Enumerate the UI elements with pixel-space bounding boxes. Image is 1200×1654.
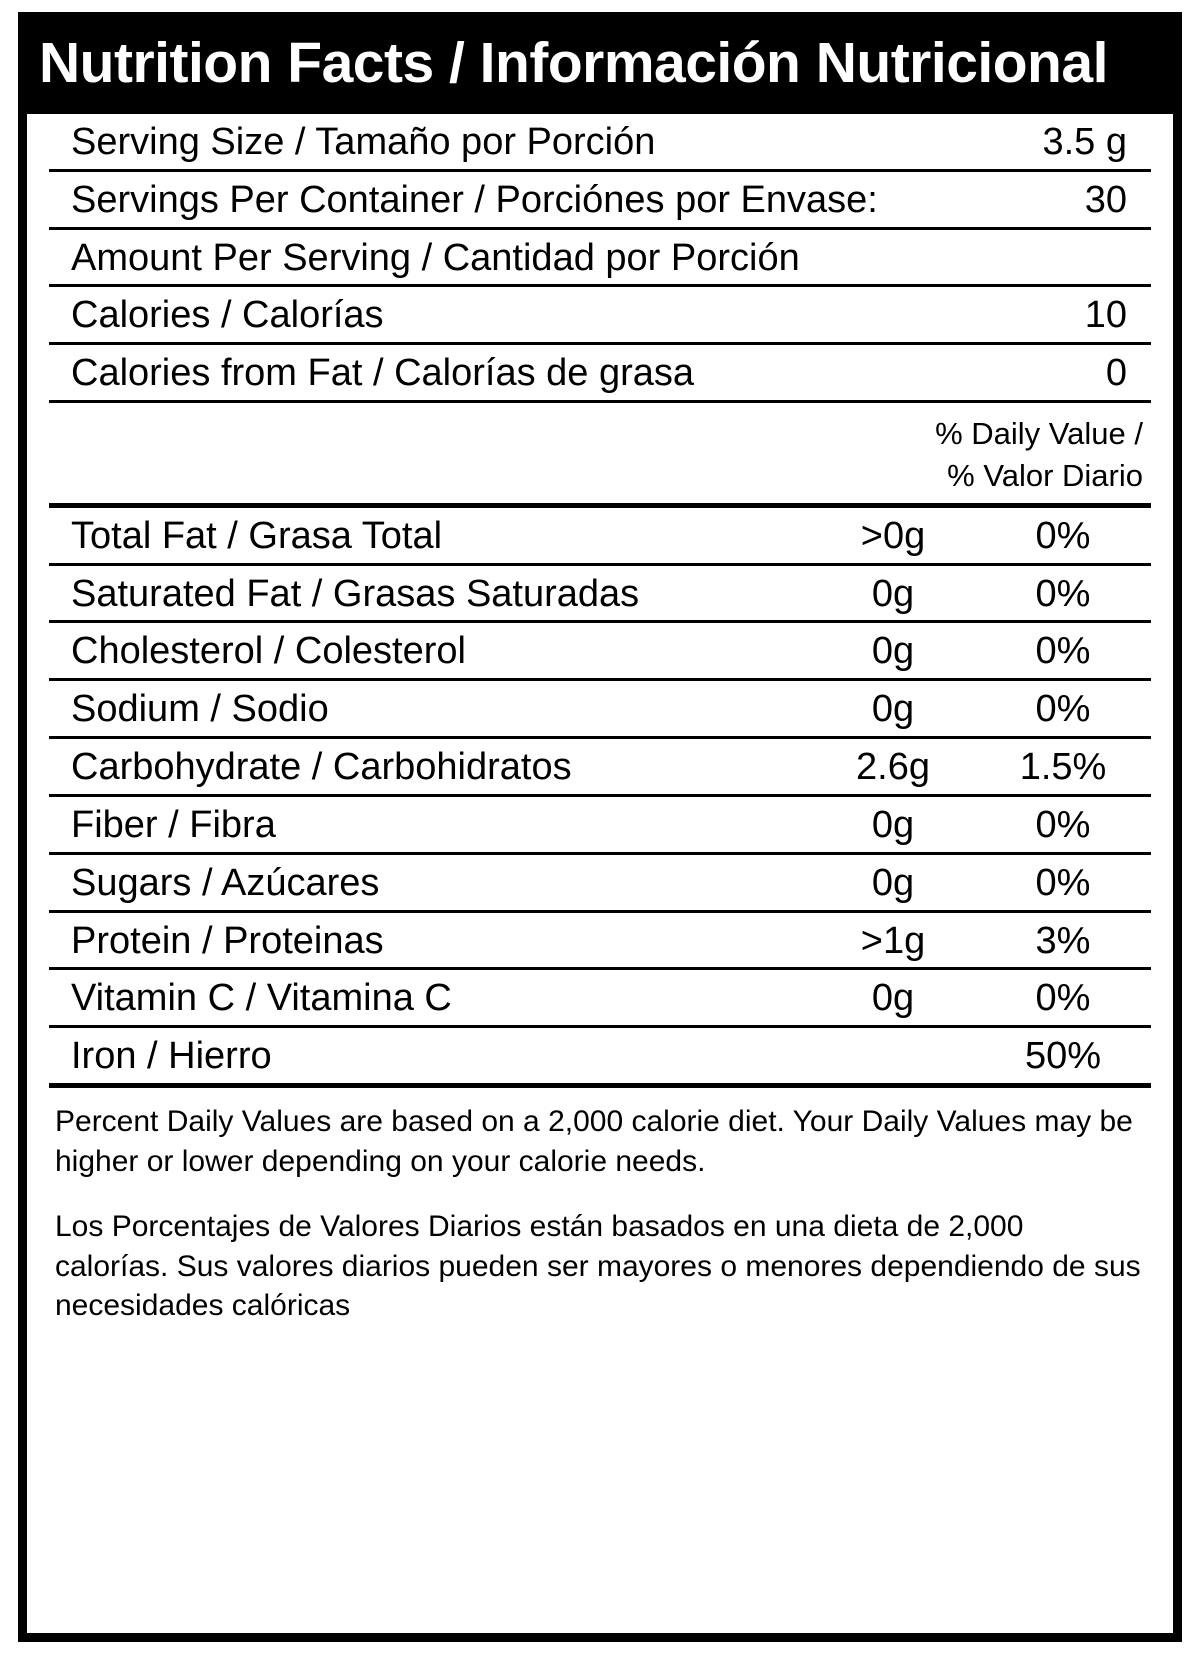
calories-from-fat-value: 0 xyxy=(1105,352,1127,395)
daily-value-header-line1: % Daily Value / xyxy=(935,416,1143,452)
daily-value-header xyxy=(49,403,1151,508)
table-row xyxy=(49,913,1151,971)
serving-size-label: Serving Size / Tamaño por Porción xyxy=(71,121,656,163)
servings-per-container-label: Servings Per Container / Porciónes por Envase: xyxy=(71,178,878,221)
nutrient-daily-value: 0% xyxy=(1035,803,1091,846)
nutrient-name: Sodium / Sodio xyxy=(71,688,329,731)
calories-from-fat-row xyxy=(49,345,1151,403)
nutrient-daily-value: 1.5% xyxy=(1019,746,1107,789)
servings-per-container-row xyxy=(49,172,1151,230)
calories-row xyxy=(49,287,1151,345)
nutrition-facts-label xyxy=(18,12,1182,1642)
nutrient-name: Vitamin C / Vitamina C xyxy=(71,977,452,1020)
serving-info-section xyxy=(49,114,1151,403)
table-row xyxy=(49,970,1151,1028)
nutrient-daily-value: 0% xyxy=(1035,514,1091,557)
table-row xyxy=(49,508,1151,566)
table-row xyxy=(49,566,1151,624)
footnote-english: Percent Daily Values are based on a 2,000 calorie diet. Your Daily Values may be higher or lower depending on your calorie needs. xyxy=(55,1105,1133,1178)
nutrient-name: Carbohydrate / Carbohidratos xyxy=(71,746,572,789)
nutrient-amount: 0g xyxy=(871,861,915,904)
nutrient-amount: 0g xyxy=(871,630,915,673)
footnote-spanish: Los Porcentajes de Valores Diarios están basados en una dieta de 2,000 calorías. Sus valores diarios pueden ser mayores o menores dependiendo de sus necesidades calóricas xyxy=(55,1210,1141,1323)
nutrient-name: Fiber / Fibra xyxy=(71,803,276,846)
servings-per-container-value: 30 xyxy=(1084,178,1127,221)
nutrient-amount: >0g xyxy=(860,514,926,557)
nutrient-amount: >1g xyxy=(860,919,926,962)
amount-per-serving-row xyxy=(49,230,1151,288)
nutrient-amount: 0g xyxy=(871,977,915,1020)
nutrient-daily-value: 50% xyxy=(1024,1035,1102,1078)
nutrient-name: Iron / Hierro xyxy=(71,1035,272,1078)
calories-from-fat-label: Calories from Fat / Calorías de grasa xyxy=(71,352,695,395)
nutrient-daily-value: 0% xyxy=(1035,977,1091,1020)
nutrient-amount: 0g xyxy=(871,803,915,846)
footnotes xyxy=(49,1088,1151,1326)
nutrient-name: Sugars / Azúcares xyxy=(71,861,380,904)
table-row xyxy=(49,623,1151,681)
nutrient-daily-value: 0% xyxy=(1035,861,1091,904)
nutrient-amount: 0g xyxy=(871,572,915,615)
table-row xyxy=(49,681,1151,739)
nutrient-daily-value: 0% xyxy=(1035,572,1091,615)
table-row xyxy=(49,739,1151,797)
serving-size-value: 3.5 g xyxy=(1042,121,1127,163)
nutrient-daily-value: 3% xyxy=(1035,919,1091,962)
nutrient-name: Cholesterol / Colesterol xyxy=(71,630,466,673)
calories-label: Calories / Calorías xyxy=(71,294,384,337)
nutrient-daily-value: 0% xyxy=(1035,630,1091,673)
nutrient-name: Total Fat / Grasa Total xyxy=(71,514,443,557)
nutrient-daily-value: 0% xyxy=(1035,688,1091,731)
table-row xyxy=(49,797,1151,855)
nutrient-amount: 2.6g xyxy=(856,746,930,789)
daily-value-header-line2: % Valor Diario xyxy=(947,457,1143,493)
nutrient-amount: 0g xyxy=(871,688,915,731)
nutrient-table xyxy=(49,508,1151,1088)
table-row xyxy=(49,855,1151,913)
calories-value: 10 xyxy=(1084,294,1127,337)
nutrient-name: Saturated Fat / Grasas Saturadas xyxy=(71,572,640,615)
table-row xyxy=(49,1028,1151,1088)
amount-per-serving-label: Amount Per Serving / Cantidad por Porción xyxy=(71,236,800,279)
nutrient-name: Protein / Proteinas xyxy=(71,919,384,962)
serving-size-row xyxy=(49,114,1151,172)
label-title: Nutrition Facts / Información Nutricional xyxy=(27,21,1173,114)
